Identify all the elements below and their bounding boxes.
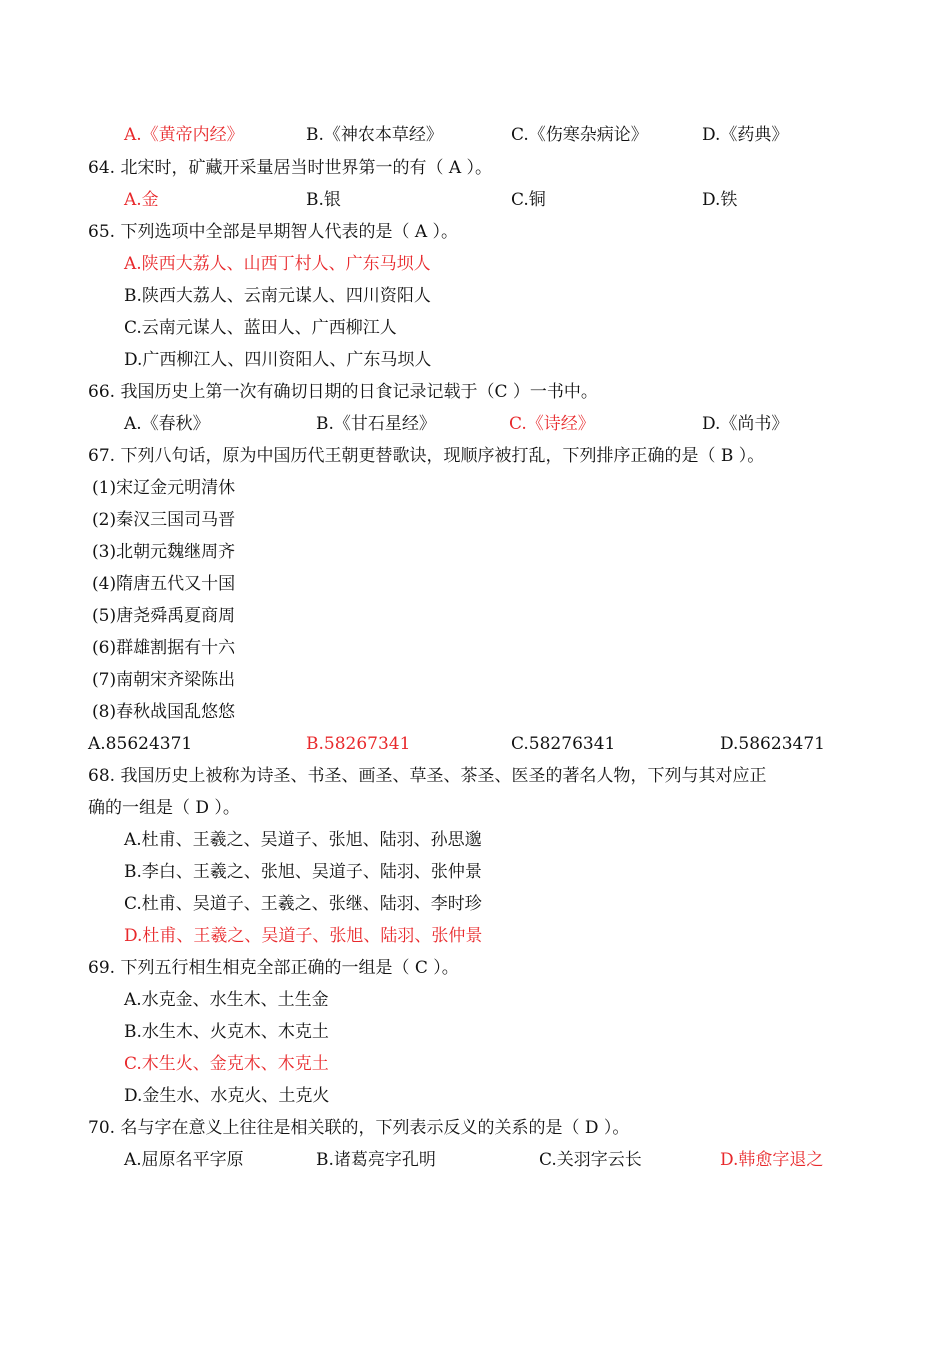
q70-option-d: D.韩愈字退之 [720,1150,824,1170]
q70-stem: 70. 名与字在意义上往往是相关联的，下列表示反义的关系的是（ D ）。 [88,1118,630,1138]
q67-item-2: (2)秦汉三国司马晋 [92,510,236,530]
q69-stem: 69. 下列五行相生相克全部正确的一组是（ C ）。 [88,958,459,978]
q63-option-a: A.《黄帝内经》 [124,125,244,145]
q67-item-5: (5)唐尧舜禹夏商周 [92,606,236,626]
q65-option-a: A.陕西大荔人、山西丁村人、广东马坝人 [124,254,431,274]
q68-stem-line1: 68. 我国历史上被称为诗圣、书圣、画圣、草圣、茶圣、医圣的著名人物，下列与其对应正 [88,766,767,786]
q67-item-1: (1)宋辽金元明清休 [92,478,236,498]
q64-option-d: D.铁 [702,190,738,210]
q70-option-b: B.诸葛亮字孔明 [316,1150,436,1170]
q67-item-7: (7)南朝宋齐梁陈出 [92,670,236,690]
q68-stem-line2: 确的一组是（ D ）。 [88,798,240,818]
q65-option-b: B.陕西大荔人、云南元谋人、四川资阳人 [124,286,431,306]
q68-option-c: C.杜甫、吴道子、王羲之、张继、陆羽、李时珍 [124,894,482,914]
q66-option-d: D.《尚书》 [702,414,789,434]
q67-item-6: (6)群雄割据有十六 [92,638,236,658]
q69-option-c: C.木生火、金克木、木克土 [124,1054,329,1074]
q68-option-b: B.李白、王羲之、张旭、吴道子、陆羽、张仲景 [124,862,482,882]
q65-option-c: C.云南元谋人、蓝田人、广西柳江人 [124,318,397,338]
q64-option-c: C.铜 [511,190,546,210]
q63-option-d: D.《药典》 [702,125,789,145]
q63-option-c: C.《伤寒杂病论》 [511,125,648,145]
q65-option-d: D.广西柳江人、四川资阳人、广东马坝人 [124,350,432,370]
q67-option-c: C.58276341 [511,734,616,754]
q69-option-b: B.水生木、火克木、木克土 [124,1022,329,1042]
q69-option-d: D.金生水、水克火、土克火 [124,1086,330,1106]
q69-option-a: A.水克金、水生木、土生金 [124,990,329,1010]
q68-option-d: D.杜甫、王羲之、吴道子、张旭、陆羽、张仲景 [124,926,483,946]
q67-item-8: (8)春秋战国乱悠悠 [92,702,236,722]
q66-option-a: A.《春秋》 [124,414,210,434]
q64-stem: 64. 北宋时，矿藏开采量居当时世界第一的有（ A ）。 [88,158,493,178]
q64-option-a: A.金 [124,190,159,210]
q67-item-4: (4)隋唐五代又十国 [92,574,236,594]
q68-option-a: A.杜甫、王羲之、吴道子、张旭、陆羽、孙思邈 [124,830,482,850]
q70-option-c: C.关羽字云长 [539,1150,642,1170]
q66-stem: 66. 我国历史上第一次有确切日期的日食记录记载于（C ）一书中。 [88,382,598,402]
q66-option-b: B.《甘石星经》 [316,414,436,434]
q63-option-b: B.《神农本草经》 [306,125,443,145]
q67-stem: 67. 下列八句话，原为中国历代王朝更替歌诀，现顺序被打乱，下列排序正确的是（ B ）。 [88,446,765,466]
q66-option-c: C.《诗经》 [509,414,595,434]
q70-option-a: A.屈原名平字原 [124,1150,244,1170]
q64-option-b: B.银 [306,190,341,210]
q67-item-3: (3)北朝元魏继周齐 [92,542,236,562]
q67-option-b: B.58267341 [306,734,411,754]
q67-option-d: D.58623471 [720,734,825,754]
q67-option-a: A.85624371 [88,734,193,754]
q65-stem: 65. 下列选项中全部是早期智人代表的是（ A ）。 [88,222,459,242]
